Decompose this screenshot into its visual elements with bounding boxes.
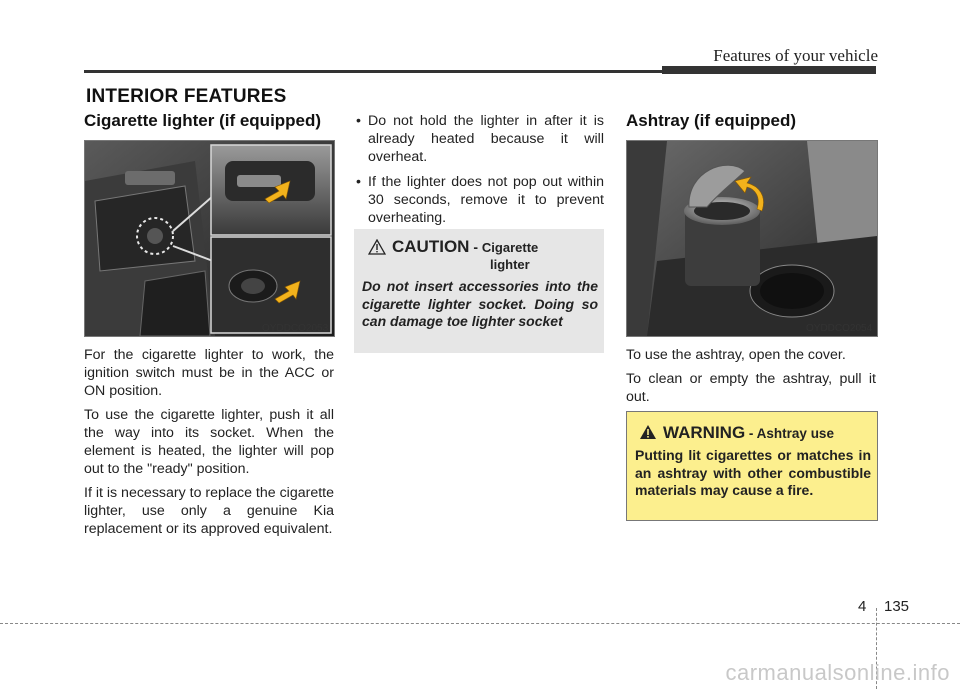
caution-body: Do not insert accessories into the cigarette lighter socket. Doing so can damage toe lighter socket xyxy=(362,278,598,329)
ashtray-image-code: OYDDCO2054 xyxy=(806,323,873,334)
ashtray-column xyxy=(626,112,876,130)
cigarette-lighter-illustration xyxy=(85,141,334,336)
warning-label: WARNING xyxy=(663,423,746,442)
ashtray-heading: Ashtray (if equipped) xyxy=(626,111,797,130)
list-item: • Do not hold the lighter in after it is already heated because it will overheat. xyxy=(354,112,604,166)
paragraph: To clean or empty the ashtray, pull it out. xyxy=(626,371,876,405)
header-bar xyxy=(662,66,876,74)
caution-topic-line1: Cigarette xyxy=(481,240,539,255)
warning-title xyxy=(663,423,834,443)
watermark: carmanualsonline.info xyxy=(725,660,950,685)
paragraph: To use the cigarette lighter, push it all the way into its socket. When the element is heated, the lighter will pop out to the "ready" position. xyxy=(84,407,334,477)
caution-dash: - xyxy=(469,239,482,255)
warning-topic: - Ashtray use xyxy=(745,426,834,441)
list-item: • If the lighter does not pop out within 30 seconds, remove it to prevent overheating. xyxy=(354,173,604,227)
lighter-notes-column xyxy=(354,112,604,234)
warning-body: Putting lit cigarettes or matches in an ashtray with other combustible materials may cause a fire. xyxy=(635,447,871,498)
lighter-notes-list xyxy=(354,112,604,227)
warning-box xyxy=(626,411,878,521)
header-rule xyxy=(84,70,664,73)
caution-box xyxy=(354,229,604,353)
paragraph: For the cigarette lighter to work, the ignition switch must be in the ACC or ON position. xyxy=(84,347,334,399)
paragraph: If it is necessary to replace the cigarette lighter, use only a genuine Kia replacement or its approved equivalent. xyxy=(84,485,334,537)
chapter-number: 4 xyxy=(858,598,867,615)
cigarette-lighter-image-code: OYDDCO2053 xyxy=(262,323,329,334)
caution-label: CAUTION xyxy=(392,237,470,256)
cigarette-lighter-column xyxy=(84,112,334,130)
cigarette-lighter-heading: Cigarette lighter (if equipped) xyxy=(84,111,322,130)
ashtray-illustration xyxy=(627,141,877,336)
ashtray-text xyxy=(626,346,876,412)
ashtray-photo xyxy=(626,140,878,337)
paragraph: To use the ashtray, open the cover. xyxy=(626,347,846,363)
caution-title xyxy=(392,237,538,257)
page-number: 135 xyxy=(884,598,910,615)
running-header-title: Features of your vehicle xyxy=(713,46,878,65)
cigarette-lighter-photo xyxy=(84,140,335,337)
caution-triangle-icon xyxy=(368,239,386,255)
cigarette-lighter-text xyxy=(84,346,334,544)
warning-triangle-icon xyxy=(639,424,657,440)
caution-topic-line2: lighter xyxy=(490,257,530,272)
footer-rule xyxy=(0,623,960,624)
section-title: INTERIOR FEATURES xyxy=(86,86,287,107)
